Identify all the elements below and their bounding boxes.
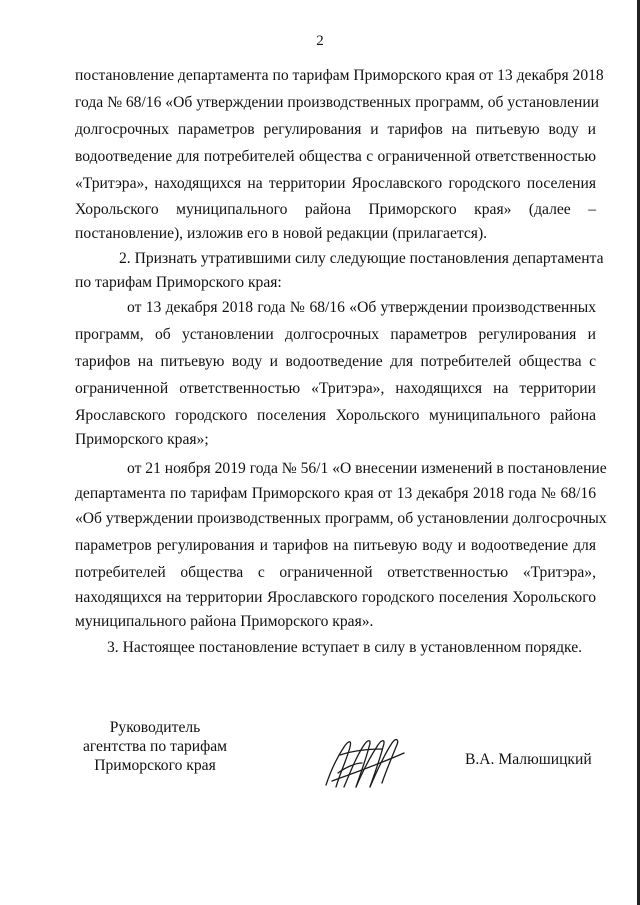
text-line: «Тритэра», находящихся на территории Ярославского городского поселения: [75, 175, 596, 192]
text-line: «Об утверждении производственных программ, об установлении долгосрочных: [75, 510, 607, 527]
text-line: Приморского края»;: [75, 431, 209, 448]
text-line: программ, об установлении долгосрочных параметров регулирования и: [75, 326, 596, 343]
signer-title: [70, 718, 240, 775]
text-line: 2. Признать утратившими силу следующие постановления департамента: [119, 250, 604, 267]
signer-title-line: Руководитель: [109, 719, 201, 736]
text-line: ограниченной ответственностью «Тритэра», находящихся на территории: [75, 380, 596, 397]
text-line: года № 68/16 «Об утверждении производственных программ, об установлении: [75, 94, 600, 111]
text-line: постановление), изложив его в новой редакции (прилагается).: [75, 225, 488, 242]
text-line: потребителей общества с ограниченной ответственностью «Тритэра»,: [75, 564, 596, 581]
text-line: по тарифам Приморского края:: [75, 274, 282, 291]
text-line: от 13 декабря 2018 года № 68/16 «Об утверждении производственных: [127, 299, 596, 316]
text-line: водоотведение для потребителей общества с ограниченной ответственностью: [75, 148, 596, 165]
text-line: параметров регулирования и тарифов на питьевую воду и водоотведение для: [75, 537, 596, 554]
text-line: находящихся на территории Ярославского городского поселения Хорольского: [75, 589, 596, 606]
signer-title-line: агентства по тарифам: [82, 738, 228, 755]
handwritten-signature-icon: [322, 733, 408, 795]
text-line: тарифов на питьевую воду и водоотведение для потребителей общества с: [75, 353, 596, 370]
text-line: Хорольского муниципального района Приморского края» (далее –: [75, 201, 596, 218]
text-line: долгосрочных параметров регулирования и тарифов на питьевую воду и: [75, 121, 596, 138]
text-line: муниципального района Приморского края».: [75, 613, 374, 630]
page-number: 2: [316, 33, 324, 49]
signer-title-line: Приморского края: [94, 757, 216, 774]
text-line: от 21 ноября 2019 года № 56/1 «О внесении изменений в постановление: [127, 460, 607, 477]
signer-name: В.А. Малюшицкий: [465, 751, 592, 768]
text-line: Ярославского городского поселения Хорольского муниципального района: [75, 407, 596, 424]
text-line: департамента по тарифам Приморского края от 13 декабря 2018 года № 68/16: [75, 485, 596, 502]
text-line: постановление департамента по тарифам Приморского края от 13 декабря 2018: [75, 67, 604, 84]
text-line: 3. Настоящее постановление вступает в силу в установленном порядке.: [107, 639, 583, 656]
